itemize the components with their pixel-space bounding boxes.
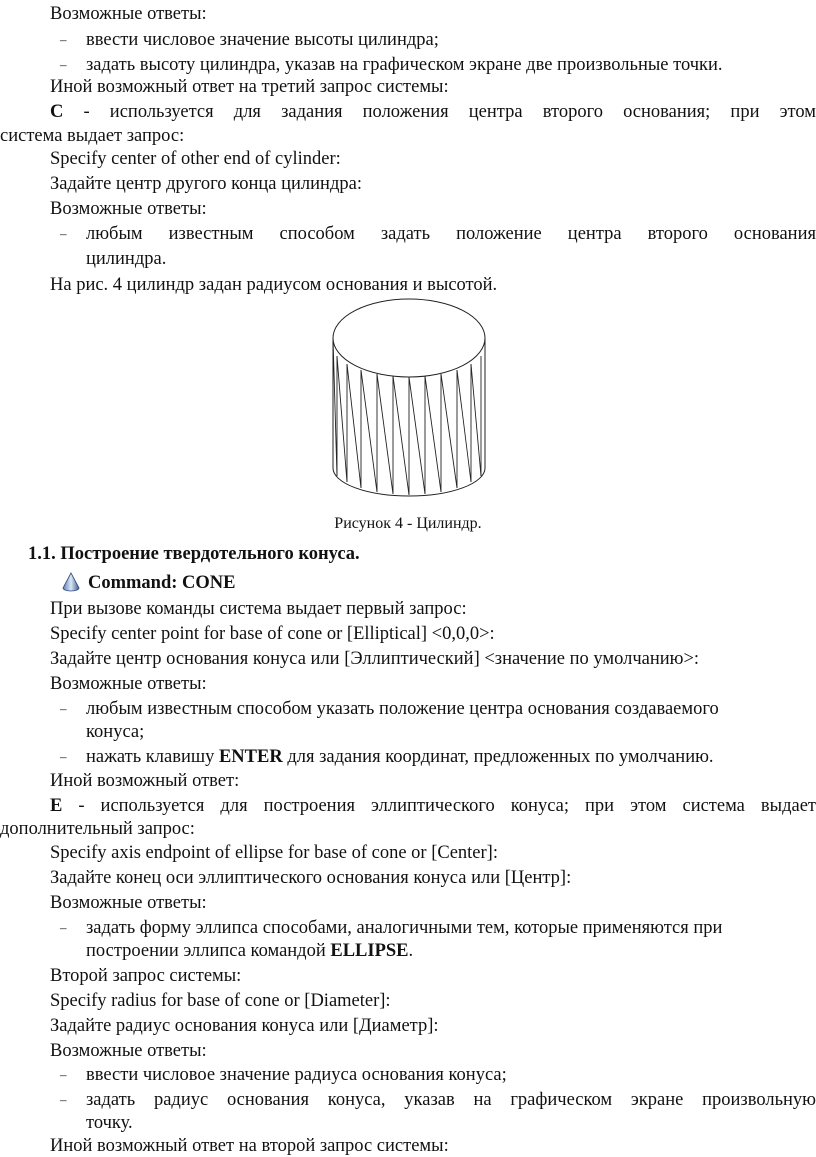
paragraph: Возможные ответы: — [50, 674, 207, 694]
paragraph-justified — [50, 101, 816, 123]
cylinder-facets — [333, 338, 481, 495]
prompt-english: Specify center of other end of cylinder: — [50, 149, 341, 169]
prompt-english: Specify axis endpoint of ellipse for base of cone or [Center]: — [50, 843, 498, 863]
bullet-dash: – — [60, 32, 67, 47]
list-item-text: любым известным способом задать положение центра второго основания — [86, 224, 816, 244]
bullet-dash: – — [60, 1067, 67, 1082]
cone-icon — [60, 571, 82, 593]
prompt-english: Specify radius for base of cone or [Diameter]: — [50, 991, 391, 1011]
paragraph: Иной возможный ответ на третий запрос системы: — [50, 77, 449, 97]
paragraph-text: - используется для задания положения центра второго основания; при этом — [63, 102, 816, 122]
list-item-text — [86, 746, 714, 768]
command-name: Command: CONE — [88, 573, 236, 593]
list-item-text: задать радиус основания конуса, указав на графическом экране произвольную — [86, 1090, 816, 1110]
paragraph: Возможные ответы: — [50, 4, 207, 24]
paragraph: Иной возможный ответ на второй запрос системы: — [50, 1136, 449, 1156]
bullet-dash: – — [60, 226, 67, 241]
list-item-continuation: конуса; — [86, 722, 145, 742]
paragraph: Возможные ответы: — [50, 893, 207, 913]
list-item-text: ввести числовое значение высоты цилиндра; — [86, 30, 439, 50]
cylinder-top-ellipse — [333, 299, 485, 377]
list-item-text-part: . — [408, 941, 414, 961]
prompt-russian: Задайте конец оси эллиптического основания конуса или [Центр]: — [50, 868, 572, 888]
paragraph: Возможные ответы: — [50, 199, 207, 219]
list-item-continuation: цилиндра. — [86, 249, 167, 269]
list-item-text-part: построении эллипса командой — [86, 941, 331, 961]
bullet-dash: – — [60, 920, 67, 935]
section-heading: 1.1. Построение твердотельного конуса. — [28, 544, 360, 564]
prompt-english: Specify center point for base of cone or [Elliptical] <0,0,0>: — [50, 624, 495, 644]
cylinder-figure — [325, 296, 495, 506]
list-item-text: любым известным способом указать положение центра основания создаваемого — [86, 699, 719, 719]
bullet-dash: – — [60, 1092, 67, 1107]
prompt-russian: Задайте центр другого конца цилиндра: — [50, 174, 362, 194]
paragraph-continuation: система выдает запрос: — [0, 126, 185, 146]
list-item-text: задать форму эллипса способами, аналогичными тем, которые применяются при — [86, 918, 723, 938]
option-key: Е — [50, 796, 63, 816]
figure-caption: Рисунок 4 - Цилиндр. — [334, 515, 482, 532]
paragraph: При вызове команды система выдает первый запрос: — [50, 599, 467, 619]
paragraph: На рис. 4 цилиндр задан радиусом основания и высотой. — [50, 275, 498, 295]
list-item-text-part: нажать клавишу — [86, 747, 219, 767]
list-item-continuation — [86, 940, 413, 962]
bullet-dash: – — [60, 749, 67, 764]
paragraph: Второй запрос системы: — [50, 966, 242, 986]
paragraph-text: - используется для построения эллиптического конуса; при этом система выдает — [62, 796, 816, 816]
list-item-text-part: для задания координат, предложенных по умолчанию. — [282, 747, 714, 767]
bullet-dash: – — [60, 57, 67, 72]
paragraph: Возможные ответы: — [50, 1041, 207, 1061]
prompt-russian: Задайте радиус основания конуса или [Диаметр]: — [50, 1016, 439, 1036]
list-item-text: задать высоту цилиндра, указав на графическом экране две произвольные точки. — [86, 55, 723, 75]
key-name: ENTER — [218, 747, 283, 767]
paragraph-continuation: дополнительный запрос: — [0, 819, 195, 839]
list-item-text: ввести числовое значение радиуса основания конуса; — [86, 1065, 507, 1085]
command-name-inline: ELLIPSE — [330, 941, 409, 961]
bullet-dash: – — [60, 701, 67, 716]
list-item-continuation: точку. — [86, 1113, 133, 1133]
prompt-russian: Задайте центр основания конуса или [Эллиптический] <значение по умолчанию>: — [50, 649, 700, 669]
paragraph: Иной возможный ответ: — [50, 771, 240, 791]
option-key: С — [50, 102, 64, 122]
paragraph-justified — [50, 795, 816, 817]
